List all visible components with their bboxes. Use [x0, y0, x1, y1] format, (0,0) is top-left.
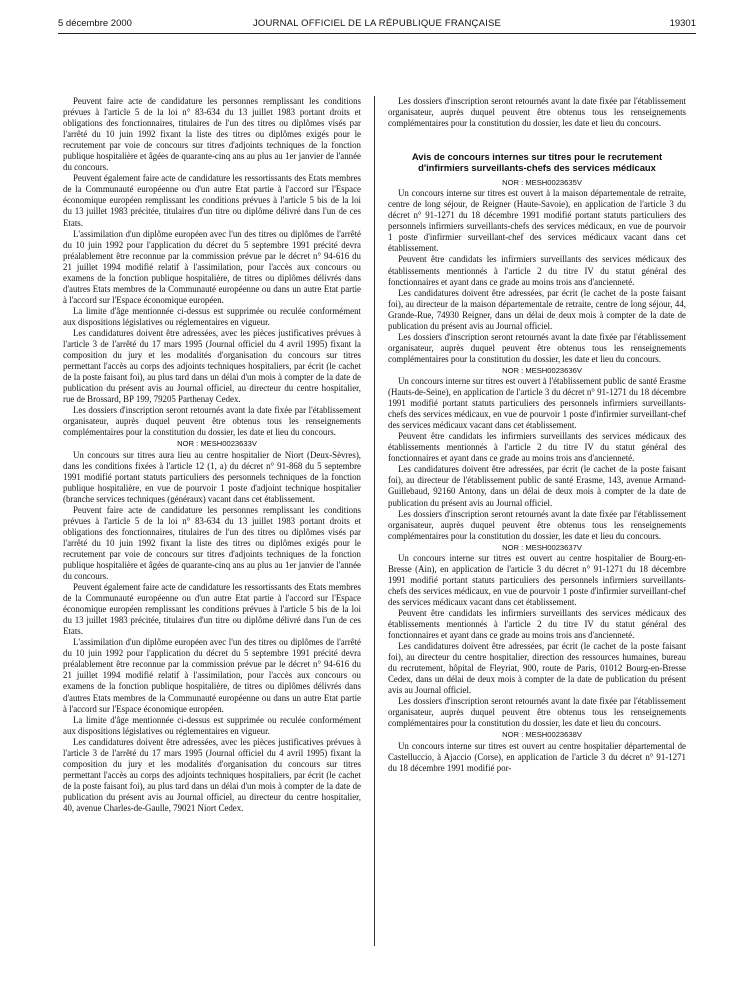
paragraph: Un concours interne sur titres est ouvert au centre hospitalier départemental de Castelluccio, à Ajaccio (Corse), en application de l'article 3 du décret n° 91-1271 du 18 décembre 1991 modifié por-: [388, 740, 686, 773]
paragraph: Les dossiers d'inscription seront retournés avant la date fixée par l'établissement organisateur, auprès duquel peuvent être obtenus tous les renseignements complémentaires pour la constitution du dossier, les date et lieu du concours.: [388, 508, 686, 541]
left-column: [63, 96, 361, 814]
nor-reference: NOR : MESH0023637V: [502, 542, 582, 552]
paragraph: Les dossiers d'inscription seront retournés avant la date fixée par l'établissement organisateur, auprès duquel peuvent être obtenus tous les renseignements complémentaires pour la constitution du dossier, les date et lieu du concours.: [388, 331, 686, 364]
nor-reference: NOR : MESH0023636V: [502, 365, 582, 375]
paragraph: Peuvent également faire acte de candidature les ressortissants des Etats membres de la Communauté européenne ou d'un autre Etat partie à l'accord sur l'Espace économique européen remplissant les conditions prévues à l'article 5 bis de la loi du 13 juillet 1983 précitée, titulaires d'un titre ou diplôme délivré dans l'un de ces Etats.: [63, 173, 361, 228]
paragraph: L'assimilation d'un diplôme européen avec l'un des titres ou diplômes de l'arrêté du 10 juin 1992 pour l'application du décret du 5 septembre 1991 précité devra préalablement être reconnue par la commission prévue par le décret n° 94-616 du 21 juillet 1994 modifié relatif à l'assimilation, pour l'accès aux concours ou examens de la fonction publique hospitalière, de titres ou diplômes délivrés dans d'autres Etats membres de la Communauté européenne ou dans un autre Etat partie à l'accord sur l'Espace économique européen.: [63, 637, 361, 714]
header-journal-title: JOURNAL OFFICIEL DE LA RÉPUBLIQUE FRANÇAISE: [252, 18, 502, 29]
page-header: [58, 16, 696, 32]
paragraph: Les dossiers d'inscription seront retournés avant la date fixée par l'établissement organisateur, auprès duquel peuvent être obtenus tous les renseignements complémentaires pour la constitution du dossier, les date et lieu du concours.: [388, 696, 686, 729]
paragraph: Les candidatures doivent être adressées, par écrit (le cachet de la poste faisant foi), au directeur de l'établissement public de santé Erasme, 143, avenue Armand-Guillebaud, 92160 Antony, dans un délai de deux mois à compter de la date de publication du présent avis au Journal officiel.: [388, 464, 686, 508]
paragraph: Peuvent être candidats les infirmiers surveillants des services médicaux des établissements mentionnés à l'article 2 du titre IV du statut général des fonctionnaires et ayant dans ce grade au moins trois ans d'ancienneté.: [388, 607, 686, 641]
paragraph: Un concours interne sur titres est ouvert à l'établissement public de santé Erasme (Hauts-de-Seine), en application de l'article 3 du décret n° 91-1271 du 18 décembre 1991 modifié portant statuts particuliers des personnels infirmiers surveillants-chefs des services médicaux, en vue de pourvoir 1 poste d'infirmier surveillant-chef des services médicaux vacant dans cet établissement.: [388, 375, 686, 431]
paragraph: Peuvent être candidats les infirmiers surveillants des services médicaux des établissements mentionnés à l'article 2 du titre IV du statut général des fonctionnaires et ayant dans ce grade au moins trois ans d'ancienneté.: [388, 254, 686, 287]
header-date: 5 décembre 2000: [58, 18, 132, 29]
paragraph: Peuvent faire acte de candidature les personnes remplissant les conditions prévues à l'article 5 de la loi n° 83-634 du 13 juillet 1983 portant droits et obligations des fonctionnaires, titulaires de l'un des titres ou diplômes visés par l'arrêté du 10 juin 1992 fixant la liste des titres ou diplômes exigés pour le recrutement par voie de concours sur titres d'adjoints techniques de la fonction publique hospitalière et âgées de quarante-cinq ans au plus au 1er janvier de l'année du concours.: [63, 504, 361, 582]
paragraph: Un concours interne sur titres est ouvert au centre hospitalier de Bourg-en-Bresse (Ain), en application de l'article 3 du décret n° 91-1271 du 18 décembre 1991 modifié portant statuts particuliers des personnels infirmiers surveillants-chefs des services médicaux, en vue de pourvoir 1 poste d'infirmier surveillant-chef des services médicaux vacant dans cet établissement.: [388, 552, 686, 607]
header-rule: [58, 33, 696, 34]
paragraph: Les candidatures doivent être adressées, par écrit (le cachet de la poste faisant foi), au directeur de la maison départementale de retraite, centre de long séjour, 44, Grande-Rue, 74930 Reigner, dans un délai de deux mois à compter de la date de publication du présent avis au Journal officiel.: [388, 287, 686, 331]
paragraph: Les candidatures doivent être adressées, avec les pièces justificatives prévues à l'article 3 de l'arrêté du 17 mars 1995 (Journal officiel du 4 avril 1995) fixant la composition du jury et les modalités d'organisation du concours sur titres permettant l'accès au corps des adjoints techniques hospitaliers, par écrit (le cachet de la poste faisant foi), au plus tard dans un délai d'un mois à compter de la date de publication du présent avis au Journal officiel, au directeur du centre hospitalier, rue de Brossard, BP 199, 79205 Parthenay Cedex.: [63, 327, 361, 405]
paragraph: La limite d'âge mentionnée ci-dessus est supprimée ou reculée conformément aux dispositions législatives ou réglementaires en vigueur.: [63, 714, 361, 736]
header-page-number: 19301: [669, 18, 696, 29]
nor-reference: NOR : MESH0023633V: [177, 439, 257, 449]
paragraph: Les dossiers d'inscription seront retournés avant la date fixée par l'établissement organisateur, auprès duquel peuvent être obtenus tous les renseignements complémentaires pour la constitution du dossier, les date et lieu du concours.: [388, 96, 686, 129]
paragraph: Les candidatures doivent être adressées, par écrit (le cachet de la poste faisant foi), au directeur du centre hospitalier, direction des ressources humaines, bureau du recrutement, hôpital de Fleyriat, 900, route de Paris, 01012 Bourg-en-Bresse Cedex, dans un délai de deux mois à compter de la date de publication du présent avis au Journal officiel.: [388, 641, 686, 696]
column-divider: [374, 96, 375, 946]
paragraph: Les candidatures doivent être adressées, avec les pièces justificatives prévues à l'article 3 de l'arrêté du 17 mars 1995 (Journal officiel du 4 avril 1995) fixant la composition du jury et les modalités d'organisation du concours sur titres permettant l'accès au corps des adjoints techniques hospitaliers, par écrit (le cachet de la poste faisant foi), au plus tard dans un délai d'un mois à compter de la date de publication du présent avis au Journal officiel, au directeur du centre hospitalier, 40, avenue Charles-de-Gaulle, 79021 Niort Cedex.: [63, 736, 361, 813]
paragraph: Peuvent également faire acte de candidature les ressortissants des Etats membres de la Communauté européenne ou d'un autre Etat partie à l'accord sur l'Espace économique européen remplissant les conditions prévues à l'article 5 bis de la loi du 13 juillet 1983 précitée, titulaires d'un titre ou diplôme délivré dans l'un de ces Etats.: [63, 582, 361, 637]
paragraph: Les dossiers d'inscription seront retournés avant la date fixée par l'établissement organisateur, auprès duquel peuvent être obtenus tous les renseignements complémentaires pour la constitution du dossier, les date et lieu du concours.: [63, 405, 361, 438]
right-column: [388, 96, 686, 774]
section-heading: Avis de concours internes sur titres pour le recrutement d'infirmiers surveillants-chefs des services médicaux: [411, 151, 663, 174]
paragraph: Peuvent être candidats les infirmiers surveillants des services médicaux des établissements mentionnés à l'article 2 du titre IV du statut général des fonctionnaires et ayant dans ce grade au moins trois ans d'ancienneté.: [388, 431, 686, 464]
paragraph: Un concours interne sur titres est ouvert à la maison départementale de retraite, centre de long séjour, de Reigner (Haute-Savoie), en application de l'article 3 du décret n° 91-1271 du 18 décembre 1991 modifié portant statuts particuliers des personnels infirmiers surveillants-chefs des services médicaux, en vue de pourvoir 1 poste d'infirmier surveillant-chef des services médicaux vacant dans cet établissement.: [388, 188, 686, 254]
paragraph: Peuvent faire acte de candidature les personnes remplissant les conditions prévues à l'article 5 de la loi n° 83-634 du 13 juillet 1983 portant droits et obligations des fonctionnaires, titulaires de l'un des titres ou diplômes visés par l'arrêté du 10 juin 1992 fixant la liste des titres ou diplômes exigés pour le recrutement par voie de concours sur titres d'adjoints techniques de la fonction publique hospitalière et âgées de quarante-cinq ans au plus au 1er janvier de l'année du concours.: [63, 96, 361, 173]
paragraph: Un concours sur titres aura lieu au centre hospitalier de Niort (Deux-Sèvres), dans les conditions fixées à l'article 12 (1, a) du décret n° 91-868 du 5 septembre 1991 modifié portant statuts particuliers des personnels techniques de la fonction publique hospitalière, en vue de pourvoir 1 poste d'adjoint technique hospitalier (branche services techniques (généraux) vacant dans cet établissement.: [63, 449, 361, 504]
nor-reference: NOR : MESH0023635V: [502, 178, 582, 188]
paragraph: La limite d'âge mentionnée ci-dessus est supprimée ou reculée conformément aux dispositions législatives ou réglementaires en vigueur.: [63, 305, 361, 327]
paragraph: L'assimilation d'un diplôme européen avec l'un des titres ou diplômes de l'arrêté du 10 juin 1992 pour l'application du décret du 5 septembre 1991 précité devra préalablement être reconnue par la commission prévue par le décret n° 94-616 du 21 juillet 1994 modifié relatif à l'assimilation, pour l'accès aux concours ou examens de la fonction publique hospitalière, de titres ou diplômes délivrés dans d'autres Etats membres de la Communauté européenne ou dans un autre Etat partie à l'accord sur l'Espace économique européen.: [63, 228, 361, 305]
nor-reference: NOR : MESH0023638V: [502, 730, 582, 740]
